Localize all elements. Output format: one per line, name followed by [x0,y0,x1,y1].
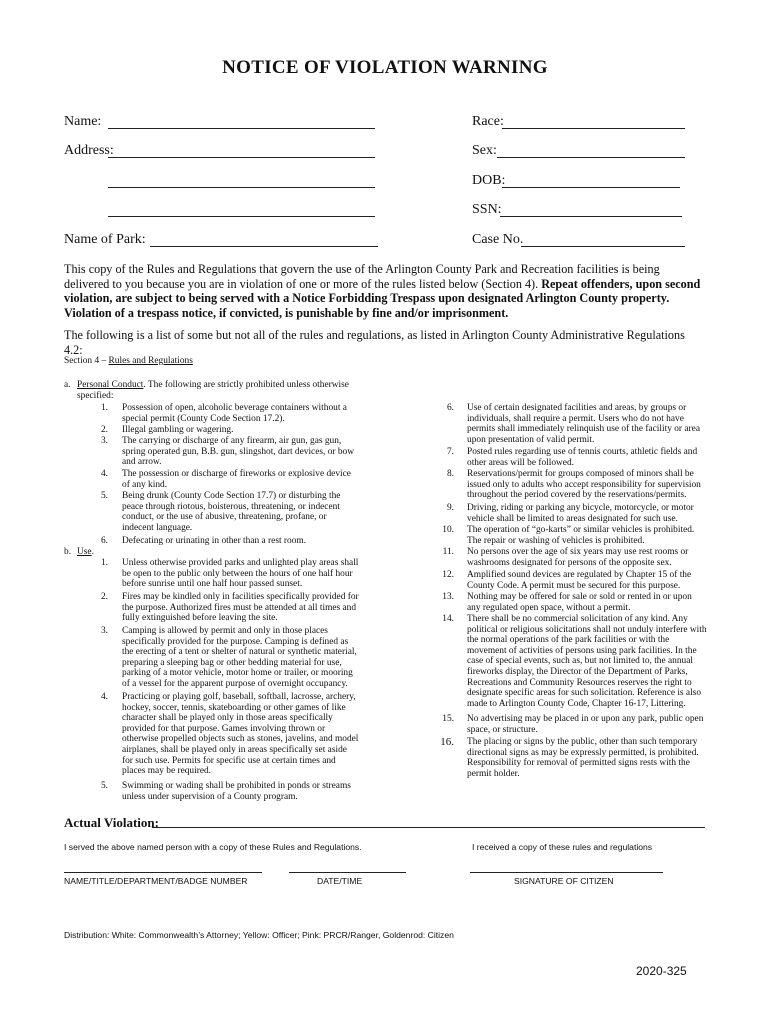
rule-b10: 10. The operation of “go-karts” or similar vehicles is prohibited. The repair or washing of vehicles is prohibited. [442,525,695,546]
rule-b3: 3. Camping is allowed by permit and only in those places specifically provided for the purpose. Camping is defined as the erecting of a tent or shelter of natural or synthetic material, preparing a sleeping bag or other bedding material for use, parking of a motor vehicle, motor home or trailer, or mooring of a vessel for the apparent purpose of overnight occupancy. [100,626,357,689]
officer-signature-label: NAME/TITLE/DEPARTMENT/BADGE NUMBER [64,876,248,886]
page-title: NOTICE OF VIOLATION WARNING [222,57,548,78]
ssn-label: SSN: [472,202,502,217]
race-label: Race: [472,114,504,129]
citizen-signature-label: SIGNATURE OF CITIZEN [514,876,614,886]
park-label: Name of Park: [64,232,146,247]
actual-violation-label: Actual Violation: [64,815,159,830]
sex-label: Sex: [472,143,497,158]
case-label: Case No. [472,232,524,247]
rule-b16: 16. The placing or signs by the public, other than such temporary directional signs as may be expressly permitted, is prohibited. Responsibility for removal of permitted signs rests with the permit holder. [440,736,699,779]
section-a-text: . The following are strictly prohibited unless otherwise [143,380,349,390]
dob-label: DOB: [472,173,506,188]
rule-b4: 4. Practicing or playing golf, baseball, softball, lacrosse, archery, hockey, soccer, tennis, skateboarding or other games of like character shall be played only in those areas specifically provided for that purpose. Games involving thrown or otherwise propelled objects such as stones, javelins, and model airplanes, shall be played only in areas specifically set aside for such use. Permits for specific use at certain times and places may be required. [100,692,359,777]
date-time-line[interactable] [289,872,406,873]
rule-b15: 15. No advertising may be placed in or upon any park, public open space, or structure. [442,714,704,735]
rule-a5: 5. Being drunk (County Code Section 17.7) or disturbing the peace through riotous, boisterous, threatening, or indecent conduct, or the use of abusive, threatening, profane, or indecent language. [100,491,341,533]
date-time-label: DATE/TIME [317,876,363,886]
rule-a2: 2. Illegal gambling or wagering. [100,425,234,435]
rule-b11: 11. No persons over the age of six years may use rest rooms or washrooms designated for persons of the opposite sex. [442,547,689,568]
rule-b14: 14. There shall be no commercial solicitation of any kind. Any political or religious solicitations shall not unduly interfere with the normal operations of the park facilities or with the movement of activities of persons using park facilities. In the case of special events, such as, but not limited to, the annual fireworks display, the Director of the Department of Parks, Recreations and Community Resources reserves the right to designate specific areas for such solicitation. Reference is also made to Arlington County Code, Chapter 16-17, Littering. [442,614,707,709]
section-prefix: Section 4 – [64,356,109,366]
section-b-title: Use [77,547,92,557]
rule-a1: 1. Possession of open, alcoholic beverage containers without a special permit (County Code Section 17.2). [100,403,347,424]
section-b-text: . [91,547,94,557]
intro-text: This copy of the Rules and Regulations that govern the use of the Arlington County Park and Recreation facilities is being delivered to you because you are in violation of one or more of the rules listed below (Section 4). [64,262,660,291]
rule-a3: 3. The carrying or discharge of any firearm, air gun, gas gun, spring operated gun, B.B. gun, slingshot, dart devices, or bow and arrow. [100,436,354,468]
rule-a4: 4. The possession or discharge of fireworks or explosive device of any kind. [100,469,351,490]
actual-violation-field[interactable] [152,827,705,828]
intro-warning: Repeat offenders, upon second violation, are subject to being served with a Notice Forbidding Trespass upon designated Arlington County property. Violation of a trespass notice, if convicted, is punishable by fine and/or imprisonment. [64,276,701,320]
section-a-title: Personal Conduct [77,380,144,390]
distribution-note: Distribution: White: Commonwealth’s Attorney; Yellow: Officer; Pink: PRCR/Ranger, Goldenrod: Citizen [64,930,454,940]
list-intro: The following is a list of some but not all of the rules and regulations, as listed in Arlington County Administrative Regulations 4.2: [64,328,685,357]
section-label: Rules and Regulations [108,356,193,366]
form-number: 2020-325 [636,964,687,978]
rule-b7: 7. Posted rules regarding use of tennis courts, athletic fields and other areas will be followed. [446,447,698,468]
rule-b9: 9. Driving, riding or parking any bicycle, motorcycle, or motor vehicle shall be limited to areas designated for such use. [446,503,694,524]
name-label: Name: [64,114,102,129]
citizen-signature-line[interactable] [470,872,663,873]
rule-b5: 5. Swimming or wading shall be prohibited in ponds or streams unless under supervision of a County program. [100,781,351,802]
officer-signature-line[interactable] [64,872,262,873]
section-a-letter: a. [64,380,71,390]
rule-b13: 13. Nothing may be offered for sale or sold or rented in or upon any regulated open space, without a permit. [442,592,692,613]
address-label: Address: [64,143,114,158]
rule-b8: 8. Reservations/permit for groups composed of minors shall be issued only to adults who accept responsibility for supervision throughout the period covered by the reservations/permits. [446,469,701,501]
section-a-continuation: specified: [77,391,114,401]
received-statement: I received a copy of these rules and regulations [472,842,653,852]
rule-b12: 12. Amplified sound devices are regulated by Chapter 15 of the County Code. A permit must be secured for this purpose. [442,570,692,591]
rule-a6: 6. Defecating or urinating in other than a rest room. [100,536,307,546]
rule-b6: 6. Use of certain designated facilities and areas, by groups or individuals, shall require a permit. Users who do not have permits shall immediately relinquish use of the facility or area upon presentation of valid permit. [446,403,701,445]
rule-b1: 1. Unless otherwise provided parks and unlighted play areas shall be open to the public only between the hours of one half hour before sunrise until one half hour passed sunset. [100,558,359,590]
section-b-letter: b. [64,547,72,557]
served-statement: I served the above named person with a copy of these Rules and Regulations. [64,842,362,852]
rule-b2: 2. Fires may be kindled only in facilities specifically provided for the purpose. Authorized fires must be attended at all times and fully extinguished before leaving the site. [100,592,359,624]
